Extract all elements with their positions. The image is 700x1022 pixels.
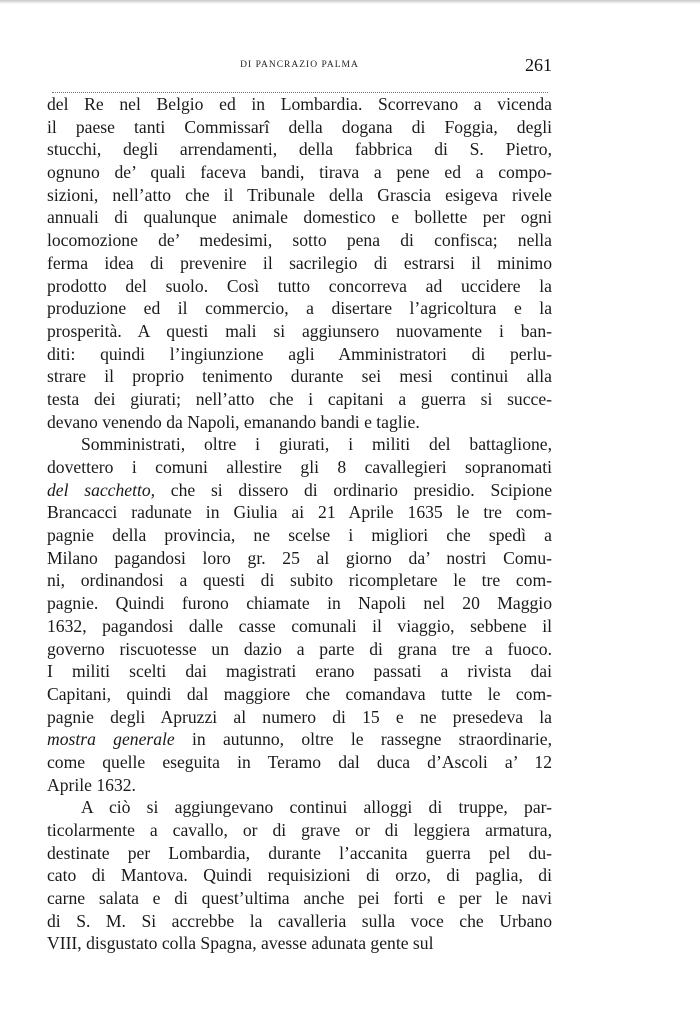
text-line: Milano pagandosi loro gr. 25 al giorno da’ nostri Comu-: [47, 547, 552, 568]
running-head: DI PANCRAZIO PALMA: [240, 60, 359, 70]
text-line: locomozione de’ medesimi, sotto pena di confisca; nella: [47, 230, 552, 251]
text-line: A ciò si aggiungevano continui alloggi di truppe, par-: [81, 797, 552, 818]
text-line: VIII, disgustato colla Spagna, avesse adunata gente sul: [47, 933, 434, 954]
text-line: sizioni, nell’atto che il Tribunale della Grascia esigeva rivele: [47, 184, 552, 205]
text-line: devano venendo da Napoli, emanando bandi e taglie.: [47, 411, 420, 432]
text-line: pagnie della provincia, ne scelse i migliori che spedì a: [47, 525, 552, 546]
text-line: cato di Mantova. Quindi requisizioni di orzo, di paglia, di: [47, 865, 552, 886]
paragraph: [47, 93, 552, 433]
text-line: mostra generale in autunno, oltre le rassegne straordinarie,: [47, 729, 552, 750]
page-header: [47, 55, 552, 79]
paragraph: [47, 796, 552, 955]
text-line: destinate per Lombardia, durante l’accanita guerra pel du-: [47, 842, 552, 863]
text-line: ticolarmente a cavallo, or di grave or di leggiera armatura,: [47, 820, 552, 840]
text-line: stucchi, degli arrendamenti, della fabbrica di S. Pietro,: [47, 139, 552, 160]
text-line: di S. M. Si accrebbe la cavalleria sulla voce che Urbano: [47, 910, 552, 931]
text-line: testa dei giurati; nell’atto che i capitani a guerra si succe-: [47, 388, 552, 409]
text-line: dovettero i comuni allestire gli 8 cavallegieri sopranomati: [47, 457, 552, 477]
text-line: Capitani, quindi dal maggiore che comandava tutte le com-: [47, 683, 552, 704]
text-line: Aprile 1632.: [47, 774, 136, 795]
text-line: del sacchetto, che si dissero di ordinario presidio. Scipione: [47, 479, 553, 500]
text-line: Somministrati, oltre i giurati, i militi del battaglione,: [81, 434, 552, 455]
text-line: strare il proprio tenimento durante sei mesi continui alla: [47, 366, 552, 387]
text-line: pagnie. Quindi furono chiamate in Napoli nel 20 Maggio: [47, 593, 552, 614]
text-line: diti: quindi l’ingiunzione agli Amministratori di perlu-: [47, 343, 552, 364]
text-line: ferma idea di prevenire il sacrilegio di estrarsi il minimo: [47, 252, 552, 273]
italic-phrase: mostra generale: [47, 729, 175, 750]
text-line: governo riscuotesse un dazio a parte di grana tre a fuoco.: [47, 638, 552, 659]
text-line: come quelle eseguita in Teramo dal duca d’Ascoli a’ 12: [47, 751, 552, 772]
text-line: carne salata e di quest’ultima anche pei forti e per le navi: [47, 888, 552, 909]
page-number: 261: [525, 55, 552, 75]
text-line: 1632, pagandosi dalle casse comunali il viaggio, sebbene il: [47, 615, 552, 636]
text-line: prodotto del suolo. Così tutto concorreva ad uccidere la: [47, 275, 552, 296]
paragraph: [47, 433, 552, 796]
text-line: il paese tanti Commissarî della dogana di Foggia, degli: [47, 116, 552, 137]
body-text: [47, 93, 552, 955]
text-line: produzione ed il commercio, a disertare l’agricoltura e la: [47, 298, 552, 319]
text-line: pagnie degli Apruzzi al numero di 15 e ne presedeva la: [47, 706, 552, 727]
text-line: I militi scelti dai magistrati erano passati a rivista dai: [47, 661, 552, 682]
page-edge-shadow: [0, 0, 700, 4]
text-line: annuali di qualunque animale domestico e bollette per ogni: [47, 207, 552, 228]
text-line: Brancacci radunate in Giulia ai 21 Aprile 1635 le tre com-: [47, 502, 552, 523]
text-line: ni, ordinandosi a questi di subito ricompletare le tre com-: [47, 570, 552, 591]
text-line: prosperità. A questi mali si aggiunsero nuovamente i ban-: [47, 320, 552, 341]
text-line: ognuno de’ quali faceva bandi, tirava a pene ed a compo-: [47, 162, 552, 183]
text-line: del Re nel Belgio ed in Lombardia. Scorrevano a vicenda: [47, 94, 552, 114]
italic-phrase: del sacchetto,: [47, 479, 156, 500]
